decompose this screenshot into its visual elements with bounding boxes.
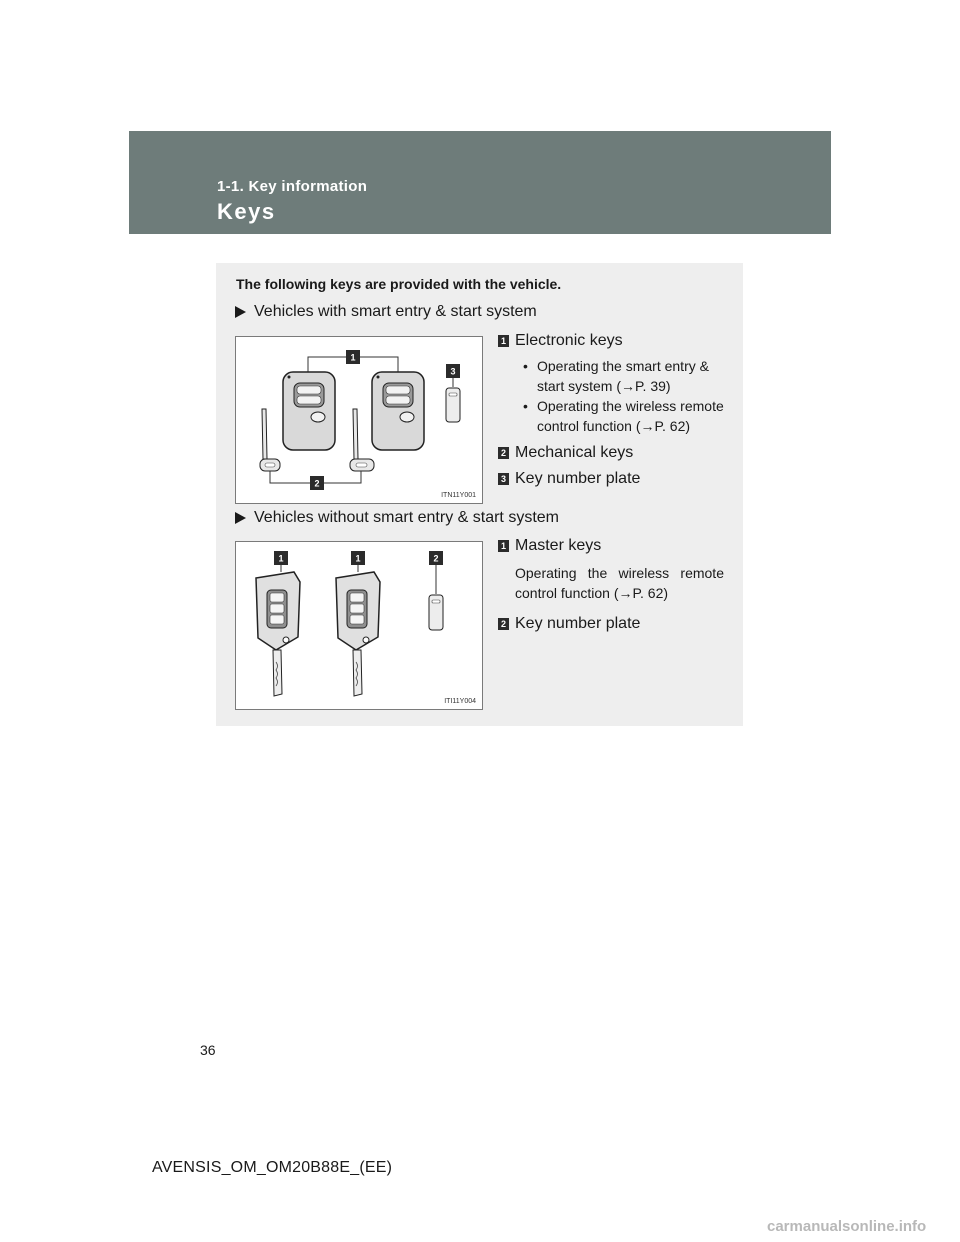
item-key-number-plate bbox=[498, 470, 724, 488]
page-title: Keys bbox=[217, 199, 276, 224]
mechanical-key-left bbox=[260, 409, 280, 471]
document-code-footer: AVENSIS_OM_OM20B88E_(EE) bbox=[152, 1159, 393, 1176]
item-number-badge: 1 bbox=[498, 335, 509, 347]
item-number-badge: 1 bbox=[498, 540, 509, 552]
group-smart-entry-heading bbox=[235, 303, 537, 321]
item-label: Electronic keys bbox=[515, 332, 623, 349]
item-number-badge: 2 bbox=[498, 447, 509, 459]
figure-code: ITI11Y004 bbox=[444, 698, 476, 705]
master-keys-figure bbox=[235, 541, 483, 710]
page-number: 36 bbox=[200, 1042, 216, 1058]
item-electronic-keys bbox=[498, 332, 724, 436]
item-number-badge: 3 bbox=[498, 473, 509, 485]
item-master-keys bbox=[498, 537, 724, 555]
group-no-smart-entry-heading bbox=[235, 509, 559, 527]
group-heading-label: Vehicles with smart entry & start system bbox=[254, 303, 537, 320]
electronic-keys-illustration bbox=[236, 337, 482, 503]
master-keys-illustration bbox=[236, 542, 482, 709]
item-label: Key number plate bbox=[515, 615, 641, 632]
key-number-plate bbox=[446, 388, 460, 422]
bullet-wireless-remote: • Operating the wireless remote control function (→P. 62) bbox=[523, 396, 724, 436]
svg-text:1: 1 bbox=[355, 553, 361, 564]
item-label: Master keys bbox=[515, 537, 602, 554]
master-key-right bbox=[336, 572, 380, 696]
master-key-left bbox=[256, 572, 300, 696]
mechanical-key-right bbox=[350, 409, 374, 471]
section-title: 1-1. Key information bbox=[217, 178, 368, 195]
electronic-keys-figure bbox=[235, 336, 483, 504]
svg-text:2: 2 bbox=[433, 553, 439, 564]
bullet-smart-entry: • Operating the smart entry & start system (→P. 39) bbox=[523, 356, 724, 396]
bullet-list bbox=[515, 356, 724, 436]
arrow-icon bbox=[235, 512, 246, 524]
item-label: Mechanical keys bbox=[515, 444, 634, 461]
svg-text:1: 1 bbox=[278, 553, 284, 564]
watermark: carmanualsonline.info bbox=[767, 1218, 927, 1235]
intro-text: The following keys are provided with the vehicle. bbox=[236, 276, 562, 292]
figure-code: ITN11Y001 bbox=[441, 492, 476, 499]
group-heading-label: Vehicles without smart entry & start system bbox=[254, 509, 559, 526]
item-mechanical-keys bbox=[498, 444, 724, 462]
svg-text:3: 3 bbox=[450, 366, 456, 377]
master-keys-description: Operating the wireless remote control function (→P. 62) bbox=[515, 565, 724, 601]
item-number-badge: 2 bbox=[498, 618, 509, 630]
svg-text:2: 2 bbox=[314, 478, 320, 489]
item-key-number-plate bbox=[498, 615, 724, 633]
no-smart-entry-items bbox=[498, 537, 724, 641]
item-label: Key number plate bbox=[515, 470, 641, 487]
key-number-plate bbox=[429, 595, 443, 630]
content-panel bbox=[216, 263, 743, 726]
arrow-icon bbox=[235, 306, 246, 318]
smart-entry-items bbox=[498, 332, 724, 496]
chapter-header bbox=[129, 131, 831, 234]
svg-text:1: 1 bbox=[350, 352, 356, 363]
smart-key-right bbox=[372, 372, 424, 450]
smart-key-left bbox=[283, 372, 335, 450]
